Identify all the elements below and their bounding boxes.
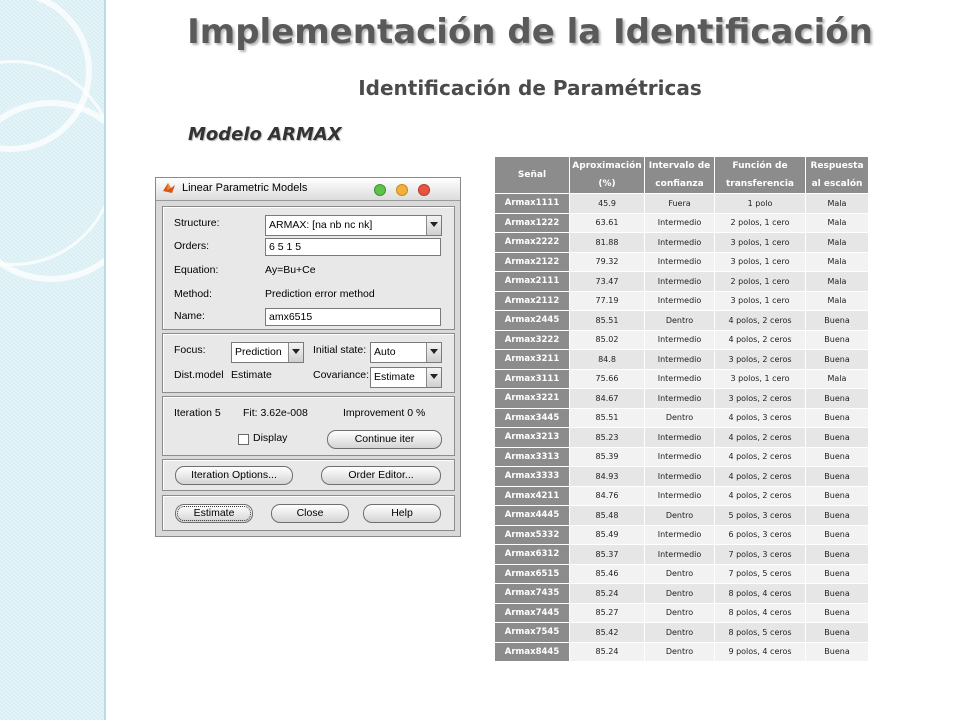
structure-select[interactable] [265,215,442,236]
cell-funcion: 7 polos, 5 ceros [715,565,805,584]
cell-funcion: 9 polos, 4 ceros [715,643,805,662]
cell-intervalo: Intermedio [645,370,714,389]
slide-subtitle: Identificación de Paramétricas [358,76,702,100]
results-table [494,156,869,662]
table-row [495,584,868,603]
name-label: Name: [174,310,205,322]
cell-respuesta: Buena [806,584,868,603]
table-row [495,623,868,642]
cell-funcion: 4 polos, 2 ceros [715,467,805,486]
cell-funcion: 8 polos, 4 ceros [715,604,805,623]
table-row [495,389,868,408]
table-row [495,253,868,272]
cell-respuesta: Buena [806,643,868,662]
cell-respuesta: Buena [806,545,868,564]
chevron-down-icon [288,343,303,362]
structure-label: Structure: [174,217,220,229]
cell-aproximacion: 81.88 [570,233,644,252]
table-row [495,526,868,545]
table-row [495,214,868,233]
focus-label: Focus: [174,344,206,356]
cell-respuesta: Buena [806,526,868,545]
cell-intervalo: Dentro [645,584,714,603]
cell-respuesta: Buena [806,389,868,408]
cell-intervalo: Dentro [645,506,714,525]
cell-intervalo: Intermedio [645,331,714,350]
dist-model-value: Estimate [231,369,272,381]
cell-intervalo: Intermedio [645,428,714,447]
table-row [495,506,868,525]
cell-aproximacion: 84.8 [570,350,644,369]
table-row [495,370,868,389]
table-row [495,545,868,564]
initial-state-label: Initial state: [313,344,367,356]
method-label: Method: [174,288,212,300]
cell-aproximacion: 85.24 [570,643,644,662]
cell-funcion: 3 polos, 1 cero [715,370,805,389]
focus-value: Prediction [235,346,282,358]
iteration-panel [162,396,455,456]
table-row [495,643,868,662]
table-header-row [495,157,868,193]
cell-funcion: 1 polo [715,194,805,213]
iteration-options-button[interactable]: Iteration Options... [175,466,293,485]
cell-aproximacion: 77.19 [570,292,644,311]
header-funcion: Función de transferencia [715,157,805,193]
cell-funcion: 4 polos, 2 ceros [715,448,805,467]
cell-aproximacion: 85.51 [570,409,644,428]
maximize-button[interactable] [374,184,386,196]
cell-intervalo: Intermedio [645,292,714,311]
cell-funcion: 4 polos, 3 ceros [715,409,805,428]
cell-aproximacion: 85.27 [570,604,644,623]
structure-panel [162,206,455,330]
cell-respuesta: Mala [806,292,868,311]
cell-respuesta: Buena [806,604,868,623]
cell-funcion: 4 polos, 2 ceros [715,487,805,506]
model-label: Modelo ARMAX [188,124,342,145]
focus-select[interactable] [231,342,304,363]
options-panel [162,333,455,393]
cell-respuesta: Mala [806,370,868,389]
cell-respuesta: Buena [806,409,868,428]
method-value: Prediction error method [265,288,375,300]
cell-aproximacion: 85.23 [570,428,644,447]
cell-intervalo: Dentro [645,565,714,584]
cell-funcion: 6 polos, 3 ceros [715,526,805,545]
cell-respuesta: Buena [806,428,868,447]
header-senal: Señal [495,157,569,193]
cell-funcion: 2 polos, 1 cero [715,214,805,233]
cell-senal: Armax3111 [495,370,569,389]
display-label: Display [253,432,288,444]
iteration-count: Iteration 5 [174,407,221,419]
header-intervalo: Intervalo de confianza [645,157,714,193]
improvement-value: Improvement 0 % [343,407,426,419]
cell-senal: Armax2111 [495,272,569,291]
equation-value: Ay=Bu+Ce [265,264,316,276]
table-body [495,194,868,661]
cell-intervalo: Intermedio [645,526,714,545]
linear-parametric-models-dialog [155,177,461,537]
table-row [495,409,868,428]
table-row [495,194,868,213]
cell-respuesta: Buena [806,467,868,486]
close-window-button[interactable] [418,184,430,196]
cell-aproximacion: 85.37 [570,545,644,564]
chevron-down-icon [426,216,441,235]
help-button[interactable]: Help [363,504,441,523]
cell-funcion: 4 polos, 2 ceros [715,428,805,447]
cell-intervalo: Intermedio [645,487,714,506]
cell-funcion: 7 polos, 3 ceros [715,545,805,564]
cell-senal: Armax1111 [495,194,569,213]
cell-senal: Armax7435 [495,584,569,603]
header-respuesta: Respuesta al escalón [806,157,868,193]
cell-senal: Armax3211 [495,350,569,369]
cell-senal: Armax1222 [495,214,569,233]
cell-intervalo: Intermedio [645,233,714,252]
orders-input[interactable]: 6 5 1 5 [265,238,441,256]
cell-intervalo: Intermedio [645,350,714,369]
cell-funcion: 8 polos, 4 ceros [715,584,805,603]
cell-senal: Armax3221 [495,389,569,408]
table-row [495,292,868,311]
cell-funcion: 2 polos, 1 cero [715,272,805,291]
cell-aproximacion: 63.61 [570,214,644,233]
cell-respuesta: Buena [806,506,868,525]
cell-respuesta: Buena [806,350,868,369]
cell-senal: Armax7545 [495,623,569,642]
slide-title: Implementación de la Identificación [187,12,873,52]
cell-senal: Armax4211 [495,487,569,506]
cell-intervalo: Dentro [645,311,714,330]
covariance-select[interactable] [370,367,442,388]
cell-intervalo: Intermedio [645,467,714,486]
cell-intervalo: Dentro [645,643,714,662]
cell-intervalo: Intermedio [645,545,714,564]
cell-senal: Armax6312 [495,545,569,564]
chevron-down-icon [426,343,441,362]
table-row [495,565,868,584]
band-edge [104,0,106,720]
cell-senal: Armax8445 [495,643,569,662]
table-row [495,233,868,252]
cell-senal: Armax6515 [495,565,569,584]
cell-aproximacion: 85.24 [570,584,644,603]
cell-senal: Armax2122 [495,253,569,272]
cell-respuesta: Mala [806,194,868,213]
display-checkbox[interactable] [238,434,249,445]
cell-aproximacion: 73.47 [570,272,644,291]
structure-value: ARMAX: [na nb nc nk] [269,219,373,231]
cell-aproximacion: 84.67 [570,389,644,408]
table-row [495,311,868,330]
covariance-value: Estimate [374,371,415,383]
cell-senal: Armax3333 [495,467,569,486]
cell-respuesta: Buena [806,448,868,467]
cell-aproximacion: 79.32 [570,253,644,272]
cell-funcion: 3 polos, 1 cero [715,292,805,311]
covariance-label: Covariance: [313,369,370,381]
cell-senal: Armax3313 [495,448,569,467]
initial-state-value: Auto [374,346,396,358]
initial-state-select[interactable] [370,342,442,363]
cell-funcion: 4 polos, 2 ceros [715,331,805,350]
header-aproximacion: Aproximación (%) [570,157,644,193]
fit-value: Fit: 3.62e-008 [243,407,308,419]
cell-funcion: 4 polos, 2 ceros [715,311,805,330]
cell-intervalo: Dentro [645,409,714,428]
decorative-side-band [0,0,106,720]
cell-aproximacion: 85.48 [570,506,644,525]
cell-respuesta: Mala [806,253,868,272]
cell-respuesta: Buena [806,331,868,350]
cell-senal: Armax5332 [495,526,569,545]
cell-intervalo: Intermedio [645,214,714,233]
cell-aproximacion: 85.02 [570,331,644,350]
cell-intervalo: Intermedio [645,272,714,291]
cell-respuesta: Mala [806,233,868,252]
order-editor-button[interactable]: Order Editor... [321,466,441,485]
cell-aproximacion: 84.93 [570,467,644,486]
matlab-logo-icon [162,181,176,195]
cell-senal: Armax7445 [495,604,569,623]
minimize-button[interactable] [396,184,408,196]
cell-funcion: 3 polos, 1 cero [715,253,805,272]
table-row [495,331,868,350]
cell-aproximacion: 85.42 [570,623,644,642]
table-row [495,604,868,623]
cell-senal: Armax2445 [495,311,569,330]
name-input[interactable]: amx6515 [265,308,441,326]
table-row [495,467,868,486]
cell-aproximacion: 85.39 [570,448,644,467]
cell-funcion: 8 polos, 5 ceros [715,623,805,642]
cell-senal: Armax2222 [495,233,569,252]
cell-senal: Armax3213 [495,428,569,447]
cell-respuesta: Buena [806,565,868,584]
cell-aproximacion: 85.49 [570,526,644,545]
dialog-title: Linear Parametric Models [182,182,308,194]
cell-funcion: 3 polos, 1 cero [715,233,805,252]
cell-intervalo: Dentro [645,623,714,642]
cell-respuesta: Mala [806,272,868,291]
table-row [495,272,868,291]
cell-intervalo: Fuera [645,194,714,213]
cell-funcion: 3 polos, 2 ceros [715,389,805,408]
table-row [495,448,868,467]
cell-funcion: 3 polos, 2 ceros [715,350,805,369]
cell-aproximacion: 45.9 [570,194,644,213]
equation-label: Equation: [174,264,219,276]
table-row [495,350,868,369]
cell-respuesta: Buena [806,623,868,642]
action-panel [162,495,455,531]
cell-senal: Armax3222 [495,331,569,350]
cell-senal: Armax3445 [495,409,569,428]
table-row [495,428,868,447]
cell-intervalo: Intermedio [645,448,714,467]
orders-label: Orders: [174,240,210,252]
cell-intervalo: Intermedio [645,253,714,272]
table-row [495,487,868,506]
chevron-down-icon [426,368,441,387]
cell-senal: Armax2112 [495,292,569,311]
cell-senal: Armax4445 [495,506,569,525]
dist-model-label: Dist.model [174,369,224,381]
cell-respuesta: Buena [806,487,868,506]
editor-panel [162,459,455,491]
estimate-button[interactable]: Estimate [175,504,253,523]
cell-aproximacion: 75.66 [570,370,644,389]
dialog-titlebar[interactable] [156,178,460,201]
cell-aproximacion: 85.51 [570,311,644,330]
continue-iter-button[interactable]: Continue iter [327,430,442,449]
close-button[interactable]: Close [271,504,349,523]
cell-respuesta: Mala [806,214,868,233]
cell-intervalo: Intermedio [645,389,714,408]
cell-respuesta: Buena [806,311,868,330]
cell-aproximacion: 85.46 [570,565,644,584]
cell-funcion: 5 polos, 3 ceros [715,506,805,525]
cell-intervalo: Dentro [645,604,714,623]
cell-aproximacion: 84.76 [570,487,644,506]
